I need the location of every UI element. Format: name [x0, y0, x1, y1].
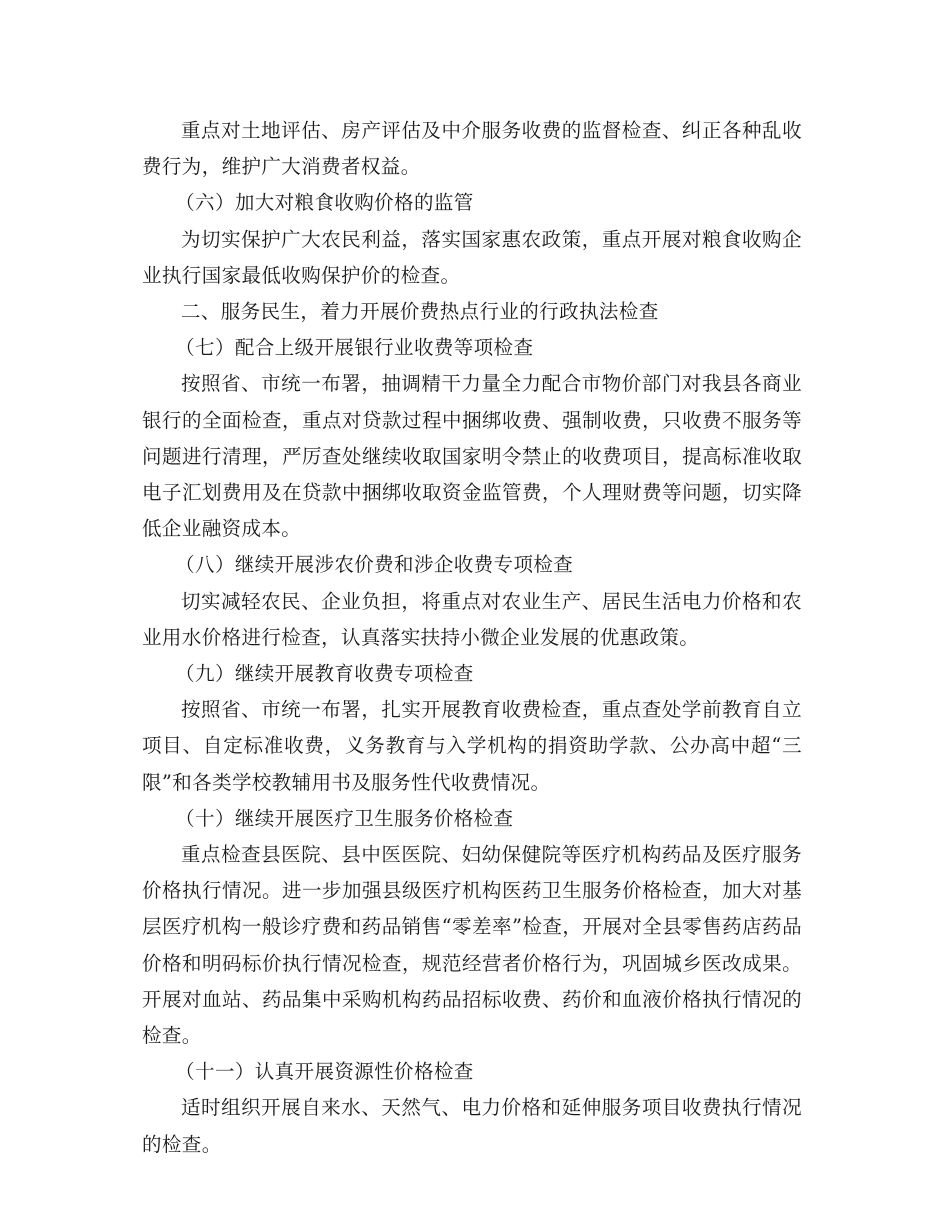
paragraph-agriculture-enterprise-fees: 切实减轻农民、企业负担，将重点对农业生产、居民生活电力价格和农业用水价格进行检查，认真落实扶持小微企业发展的优惠政策。: [142, 589, 802, 649]
paragraph-medical-prices: 重点检查县医院、县中医医院、妇幼保健院等医疗机构药品及医疗服务价格执行情况。进一步加强县级医疗机构医药卫生服务价格检查，加大对基层医疗机构一般诊疗费和药品销售“零差率”检查，开展对全县零售药店药品价格和明码标价执行情况检查，规范经营者价格行为，巩固城乡医改成果。开展对血站、药品集中采购机构药品招标收费、药价和血液价格执行情况的检查。: [142, 843, 802, 1048]
document-body: [142, 113, 802, 1163]
paragraph-resource-prices: 适时组织开展自来水、天然气、电力价格和延伸服务项目收费执行情况的检查。: [142, 1096, 802, 1156]
subheading-agriculture-enterprise-fees: （八）继续开展涉农价费和涉企收费专项检查: [175, 553, 574, 577]
paragraph-bank-fees: 按照省、市统一布署，抽调精干力量全力配合市物价部门对我县各商业银行的全面检查，重点对贷款过程中捆绑收费、强制收费，只收费不服务等问题进行清理，严厉查处继续收取国家明令禁止的收费项目，提高标准收取电子汇划费用及在贷款中捆绑收取资金监管费，个人理财费等问题，切实降低企业融资成本。: [142, 372, 802, 541]
subheading-grain-price: （六）加大对粮食收购价格的监管: [175, 191, 474, 215]
subheading-bank-fees: （七）配合上级开展银行业收费等项检查: [175, 336, 534, 360]
paragraph-land-appraisal: 重点对土地评估、房产评估及中介服务收费的监督检查、纠正各种乱收费行为，维护广大消费者权益。: [142, 119, 802, 179]
section-heading-public-service: 二、服务民生，着力开展价费热点行业的行政执法检查: [181, 300, 659, 324]
subheading-medical-prices: （十）继续开展医疗卫生服务价格检查: [175, 806, 514, 830]
subheading-resource-prices: （十一）认真开展资源性价格检查: [175, 1060, 474, 1084]
paragraph-grain-price: 为切实保护广大农民利益，落实国家惠农政策，重点开展对粮食收购企业执行国家最低收购保护价的检查。: [142, 227, 802, 287]
paragraph-education-fees: 按照省、市统一布署，扎实开展教育收费检查，重点查处学前教育自立项目、自定标准收费，义务教育与入学机构的捐资助学款、公办高中超“三限”和各类学校教辅用书及服务性代收费情况。: [142, 698, 802, 794]
subheading-education-fees: （九）继续开展教育收费专项检查: [175, 662, 474, 686]
